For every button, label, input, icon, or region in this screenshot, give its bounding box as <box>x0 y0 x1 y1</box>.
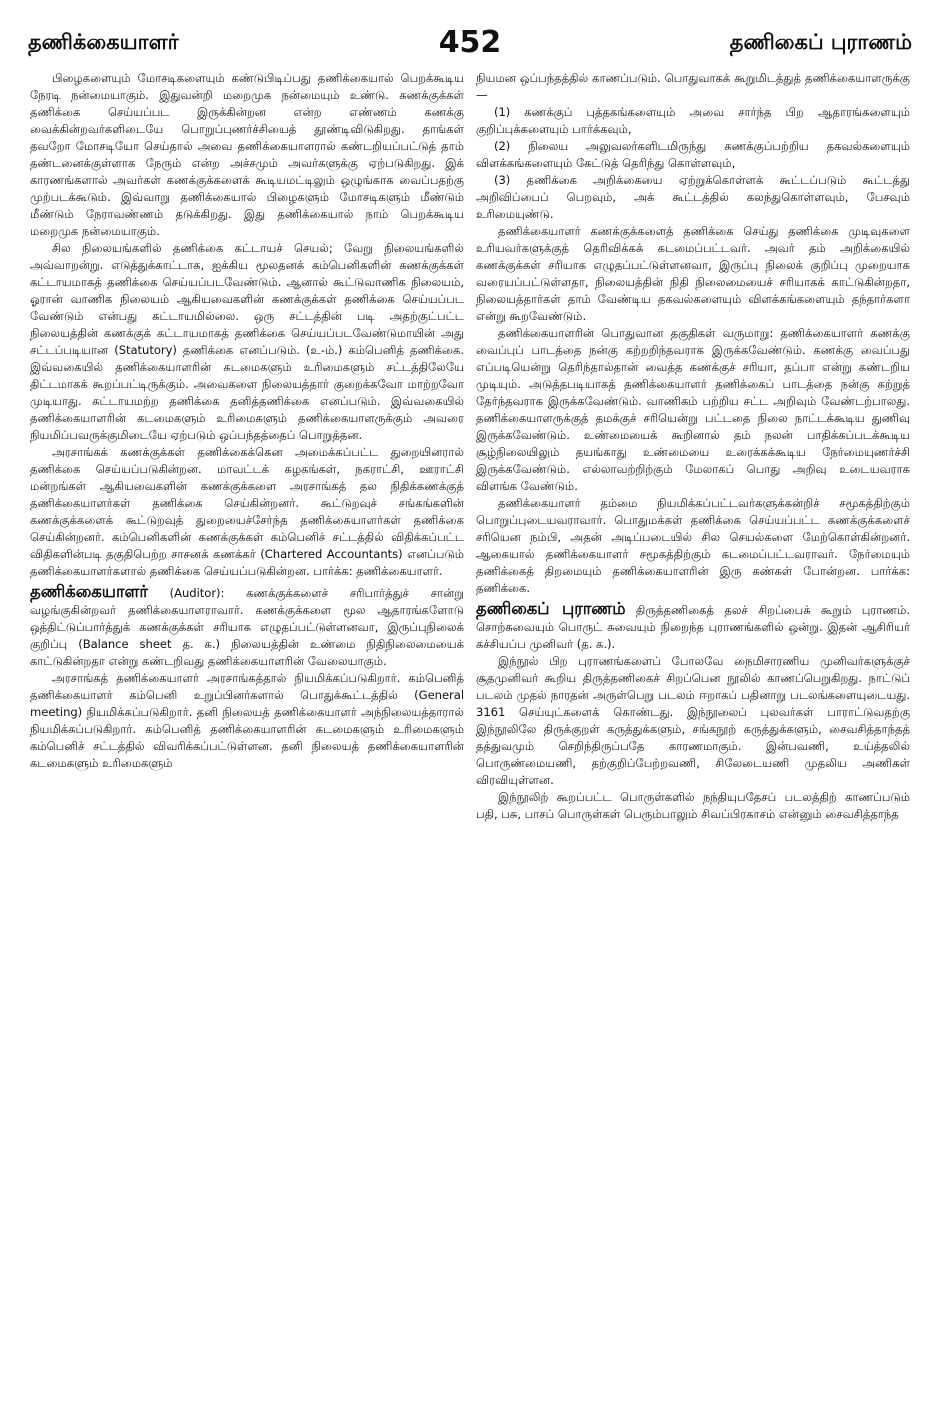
paragraph: இந்நூல் பிற புராணங்களைப் போலவே நைமிசாரணிய முனிவர்களுக்குச் சூதமுனிவர் கூறிய திருத்தணிகைச் சிறப்பென நூலில் காணப்பெறுகிறது. நாட்டுப் படலம் முதல் நாரதன் அருள்பெறு படலம் ஈறாகப் பதினாறு படலங்களையுடையது. 3161 செய்யுட்களைக் கொண்டது. இந்நூலைப் புலவர்கள் பாராட்டுவதற்கு இந்நூலிலே திருக்குறள் கருத்துக்களும், சங்கநூற் கருத்துக்களும், சைவசித்தாந்தத் தத்துவமும் செறிந்திருப்பதே காரணமாகும். இன்பவணி, உய்த்தலில் பொருண்மையணி, தற்குறிப்பேற்றவணி, சிலேடையணி முதலிய அணிகள் விரவியுள்ளன. <box>476 654 910 787</box>
page-number: 452 <box>438 24 502 60</box>
paragraph: பிழைகளையும் மோசடிகளையும் கண்டுபிடிப்பது தணிக்கையால் பெறக்கூடிய நேரடி நன்மையாகும். இதுவன்றி மறைமுக நன்மையும் உண்டு. கணக்குக்கள் தணிக்கை செய்யப்பட இருக்கின்றன என்ற எண்ணம் கணக்கு வைக்கின்றவர்களிடையே பொறுப்புணர்ச்சியைத் தூண்டிவிடுகிறது. தாங்கள் தவறோ மோசடியோ செய்தால் அவை தணிக்கையாளரால் கண்டறியப்பட்டுத் தாம் தண்டனைக்குள்ளாக நேரும் என்ற அச்சமும் அவர்களுக்கு ஏற்படுகிறது. இக் காரணங்களால் அவர்கள் கணக்குக்களைக் கூடியமட்டிலும் ஒழுங்காக வைப்பதற்கு முற்படக்கூடும். இவ்வாறு தணிக்கையால் பிழைகளும் மோசடிகளும் மீண்டும் மீண்டும் நேராவண்ணம் தடுக்கிறது. இது தணிக்கையால் நாம் பெறக்கூடிய மறைமுக நன்மையாகும். <box>30 71 464 238</box>
page-header <box>28 22 912 62</box>
list-item: (3) தணிக்கை அறிக்கையை ஏற்றுக்கொள்ளக் கூட்டப்படும் கூட்டத்து அறிவிப்பைப் பெறவும், அக் கூட்டத்தில் கலந்துகொள்ளவும், பேசவும் உரிமையுண்டு. <box>476 173 910 221</box>
entry-auditor <box>30 583 464 670</box>
list-item: (2) நிலைய அலுவலர்களிடமிருந்து கணக்குப்பற்றிய தகவல்களையும் விளக்கங்களையும் கேட்டுத் தெரிந்து கொள்ளவும், <box>476 139 910 170</box>
running-head-right: தணிகைப் புராணம் <box>729 29 912 54</box>
paragraph: அரசாங்கக் கணக்குக்கள் தணிக்கைக்கென அமைக்கப்பட்ட துறையினரால் தணிக்கை செய்யப்படுகின்றன. மாவட்டக் கழகங்கள், நகராட்சி, ஊராட்சி மன்றங்கள் ஆகியவைகளின் கணக்குக்களை அரசாங்கத் தல நிதிக்கணக்குத் தணிக்கையாளர்கள் தணிக்கை செய்கின்றனர். கூட்டுறவுச் சங்கங்களின் கணக்குக்களைக் கூட்டுறவுத் துறையைச்சேர்ந்த தணிக்கையாளர்கள் தணிக்கை செய்கின்றனர். கம்பெனிகளின் கணக்குக்கள் கம்பெனிச் சட்டத்தில் விதிக்கப்பட்ட விதிகளின்படி தகுதிபெற்ற சாசனக் கணக்கர் (Chartered Accountants) எனப்படும் தணிக்கையாளர்களால் தணிக்கை செய்யப்படுகின்றன. பார்க்க: தணிக்கையாளர். <box>30 445 464 578</box>
paragraph: சில நிலையங்களில் தணிக்கை கட்டாயச் செயல்; வேறு நிலையங்களில் அவ்வாறன்று. எடுத்துக்காட்டாக, ஐக்கிய மூலதனக் கம்பெனிகளின் கணக்குக்கள் கட்டாயமாகத் தணிக்கை செய்யப்படவேண்டும். ஆனால் கூட்டுவாணிக நிலையம், ஓரான் வாணிக நிலையம் ஆகியவைகளின் கணக்குக்கள் தணிக்கை செய்யப்பட வேண்டும் என்பது கட்டாயமில்லை. ஒரு சட்டத்தின் படி அதற்குட்பட்ட நிலையத்தின் கணக்குக் கட்டாயமாகத் தணிக்கை செய்யப்படவேண்டுமாயின் அது சட்டப்படியான (Statutory) தணிக்கை எனப்படும். (உ-ம்.) கம்பெனித் தணிக்கை. இவ்வகையில் தணிக்கையாளரின் கடமைகளும் உரிமைகளும் சட்டத்திலேயே திட்டமாகக் கூறப்பட்டிருக்கும். அவைகளை நிலையத்தார் குறைக்கவோ மாற்றவோ முடியாது. கட்டாயமற்ற தணிக்கை தனித்தணிக்கை எனப்படும். இவ்வகையில் தணிக்கையாளரின் கடமைகளும் உரிமைகளும் தணிக்கையாளருக்கும் அவரை நியமிப்பவருக்குமிடையே ஏற்படும் ஒப்பந்தத்தைப் பொறுத்தன. <box>30 241 464 442</box>
entry-thanikai-puranam <box>476 600 910 653</box>
paragraph: இந்நூலிற் கூறப்பட்ட பொருள்களில் நந்தியுபதேசப் படலத்திற் காணப்படும் பதி, பசு, பாசப் பொருள்கள் பெரும்பாலும் சிவப்பிரகாசம் என்னும் சைவசித்தாந்த <box>476 790 910 821</box>
text-columns <box>30 70 910 823</box>
right-column <box>476 70 910 823</box>
paragraph: தணிக்கையாளர் தம்மை நியமிக்கப்பட்டவர்களுக்கன்றிச் சமூகத்திற்கும் பொறுப்புடையவராவார். பொதுமக்கள் தணிக்கை செய்யப்பட்ட கணக்குக்களைச் சரியென நம்பி, அதன் அடிப்படையில் சில செயல்களை மேற்கொள்கின்றனர். ஆகையால் தணிக்கையாளர் சமூகத்திற்கும் கடமைப்பட்டவராவர். நேர்மையும் தணிக்கைத் திறமையும் தணிக்கையாளரின் இரு கண்கள் போன்றன. பார்க்க: தணிக்கை. <box>476 496 910 595</box>
running-head-left: தணிக்கையாளர் <box>28 29 179 54</box>
paragraph: தணிக்கையாளரின் பொதுவான தகுதிகள் வருமாறு: தணிக்கையாளர் கணக்கு வைப்புப் பாடத்தை நன்கு கற்றறிந்தவராக இருக்கவேண்டும். கணக்கு வைப்பது எப்படியென்று தெரிந்தால்தான் வைத்த கணக்குச் சரியா, தப்பா என்று கண்டறிய முடியும். அடுத்தபடியாகத் தணிக்கையாளர் தணிக்கைப் பாடத்தை நன்கு கற்றுத் தேர்ந்தவராக இருக்கவேண்டும். வாணிகம் பற்றிய சட்ட அறிவும் வேண்டற்பாலது. தணிக்கையாளருக்குத் தமக்குச் சரியென்று பட்டதை நிலை நாட்டக்கூடிய துணிவு இருக்கவேண்டும். உண்மையைக் கூறினால் தம் நலன் பாதிக்கப்படக்கூடிய சூழ்நிலையிலும் தயங்காது உண்மையை உரைக்கக்கூடிய நேர்மையுணர்ச்சி இருக்கவேண்டும். எல்லாவற்றிற்கும் மேலாகப் பொது அறிவு உடையவராக விளங்க வேண்டும். <box>476 326 910 493</box>
paragraph: அரசாங்கத் தணிக்கையாளர் அரசாங்கத்தால் நியமிக்கப்படுகிறார். கம்பெனித் தணிக்கையாளர் கம்பெனி உறுப்பினர்களால் பொதுக்கூட்டத்தில் (General meeting) நியமிக்கப்படுகிறார். தனி நிலையத் தணிக்கையாளர் அந்நிலையத்தாரால் நியமிக்கப்படுகிறார். கம்பெனித் தணிக்கையாளரின் கடமைகளும் உரிமைகளும் கம்பெனிச் சட்டத்தில் விவரிக்கப்பட்டுள்ளன. தனி நிலையத் தணிக்கையாளரின் கடமைகளும் உரிமைகளும் <box>30 671 464 770</box>
list-item: (1) கணக்குப் புத்தகங்களையும் அவை சார்ந்த பிற ஆதாரங்களையும் குறிப்புக்களையும் பார்க்கவும், <box>476 105 910 136</box>
left-column <box>30 70 464 823</box>
paragraph: நியமன ஒப்பந்தத்தில் காணப்படும். பொதுவாகக் கூறுமிடத்துத் தணிக்கையாளருக்கு — <box>476 71 910 102</box>
entry-body: திருத்தணிகைத் தலச் சிறப்பைக் கூறும் புராணம். சொற்சுவையும் பொருட் சுவையும் நிறைந்த புராணங்களில் ஒன்று. இதன் ஆசிரியர் கச்சியப்ப முனிவர் (த. க.). <box>476 603 910 651</box>
entry-title: தணிக்கையாளர் <box>30 582 148 601</box>
entry-title: தணிகைப் புராணம் <box>476 599 626 618</box>
paragraph: தணிக்கையாளர் கணக்குக்களைத் தணிக்கை செய்து தணிக்கை முடிவுகளை உரியவர்களுக்குத் தெரிவிக்கக் கடமைப்பட்டவர். அவர் தம் அறிக்கையில் கணக்குக்கள் சரியாக எழுதப்பட்டுள்ளனவா, இருப்பு நிலைக் குறிப்பு முறையாக வரையப்பட்டுள்ளதா, நிலையத்தின் நிதி நிலைமையைச் சரியாகக் காட்டுகின்றதா, நிலையத்தார்கள் தாம் வேண்டிய தகவல்களையும் விளக்கங்களையும் தந்தார்களா என்று கூறவேண்டும். <box>476 224 910 323</box>
entry-body: (Auditor): கணக்குக்களைச் சரிபார்த்துச் சான்று வழங்குகின்றவர் தணிக்கையாளராவார். கணக்குக்களை மூல ஆதாரங்களோடு ஒத்திட்டுப்பார்த்துக் கணக்குக்கள் சரியாக எழுதப்பட்டுள்ளனவா, இருப்புநிலைக் குறிப்பு (Balance sheet த. க.) நிலையத்தின் உண்மை நிதிநிலைமையைக் காட்டுகின்றதா என்று கண்டறிவது தணிக்கையாளரின் வேலையாகும். <box>30 586 465 668</box>
